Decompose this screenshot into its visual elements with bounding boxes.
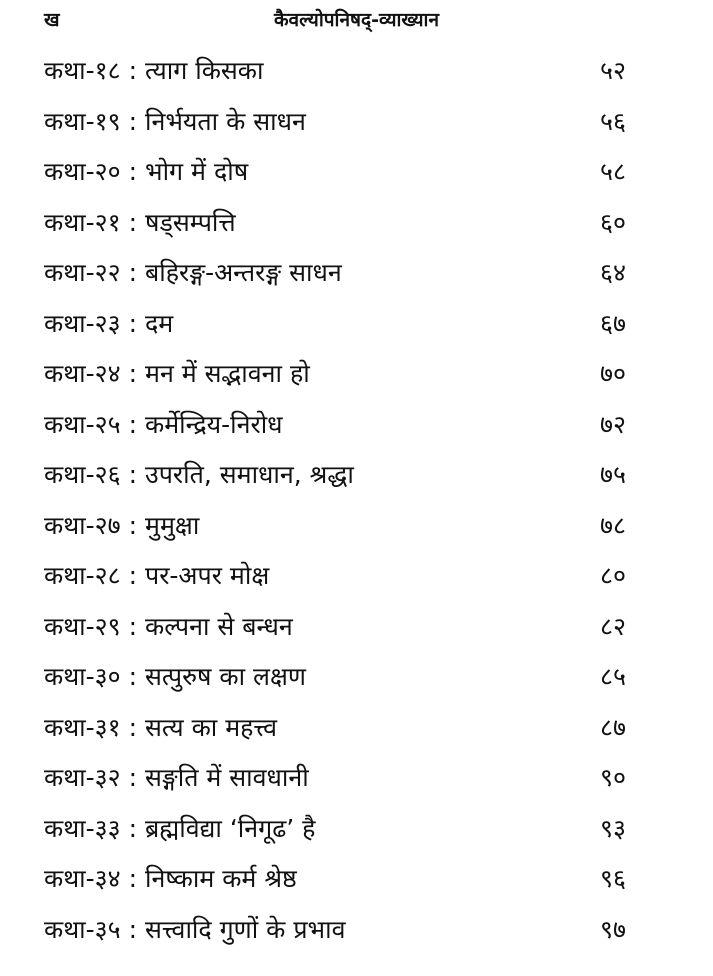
toc-entry [0, 806, 713, 857]
entry-title: कथा-१९ : निर्भयता के साधन [44, 106, 306, 136]
page-marker: ख [44, 9, 60, 31]
entry-page-number: ७८ [600, 510, 627, 540]
toc-entry [0, 755, 713, 806]
page-header [0, 2, 713, 36]
toc-entry [0, 604, 713, 655]
entry-page-number: ५८ [600, 157, 627, 186]
entry-page-number: ८७ [600, 712, 627, 742]
entry-title: कथा-३४ : निष्काम कर्म श्रेष्ठ [44, 864, 297, 893]
entry-page-number: ७० [600, 359, 627, 388]
entry-title: कथा-१८ : त्याग किसका [44, 56, 264, 85]
entry-page-number: ९७ [600, 914, 627, 944]
entry-title: कथा-३५ : सत्त्वादि गुणों के प्रभाव [44, 914, 346, 944]
entry-page-number: ६४ [600, 258, 627, 287]
entry-page-number: ९६ [600, 864, 627, 893]
toc-entry [0, 301, 713, 352]
entry-title: कथा-२५ : कर्मेन्द्रिय-निरोध [44, 409, 283, 439]
toc-entry [0, 705, 713, 756]
entry-page-number: ६० [600, 207, 627, 237]
entry-page-number: ८५ [600, 662, 627, 691]
entry-page-number: ८२ [600, 611, 627, 641]
entry-title: कथा-२९ : कल्पना से बन्धन [44, 611, 293, 641]
entry-page-number: ६७ [600, 308, 627, 338]
entry-title: कथा-३२ : सङ्गति में सावधानी [44, 763, 309, 792]
entry-page-number: ५६ [600, 106, 627, 136]
entry-page-number: ९० [600, 763, 627, 792]
entry-title: कथा-२२ : बहिरङ्ग-अन्तरङ्ग साधन [44, 258, 342, 287]
toc-entry [0, 99, 713, 150]
toc-entry [0, 149, 713, 200]
toc-entry [0, 351, 713, 402]
toc-entry [0, 907, 713, 958]
entry-title: कथा-२० : भोग में दोष [44, 157, 249, 186]
entry-page-number: ५२ [600, 56, 627, 85]
toc-entry [0, 250, 713, 301]
entry-page-number: ७२ [600, 409, 627, 439]
toc-entry [0, 856, 713, 907]
entry-page-number: ८० [600, 561, 627, 590]
entry-title: कथा-२३ : दम [44, 308, 174, 338]
toc-entry [0, 654, 713, 705]
toc-entry [0, 200, 713, 251]
entry-title: कथा-२६ : उपरति, समाधान, श्रद्धा [44, 460, 354, 489]
running-title: कैवल्योपनिषद्-व्याख्यान [273, 9, 440, 31]
entry-title: कथा-२८ : पर-अपर मोक्ष [44, 561, 270, 590]
entry-title: कथा-३१ : सत्य का महत्त्व [44, 712, 277, 742]
entry-page-number: ७५ [600, 460, 627, 489]
entry-title: कथा-२४ : मन में सद्भावना हो [44, 359, 310, 388]
toc-entry [0, 503, 713, 554]
toc-entry [0, 553, 713, 604]
entry-title: कथा-२७ : मुमुक्षा [44, 510, 200, 540]
entry-title: कथा-३३ : ब्रह्मविद्या ‘निगूढ’ है [44, 813, 316, 843]
entry-title: कथा-३० : सत्पुरुष का लक्षण [44, 662, 307, 691]
table-of-contents [0, 48, 713, 957]
toc-entry [0, 48, 713, 99]
entry-title: कथा-२१ : षड्सम्पत्ति [44, 207, 236, 237]
toc-entry [0, 402, 713, 453]
entry-page-number: ९३ [600, 813, 627, 843]
toc-entry [0, 452, 713, 503]
